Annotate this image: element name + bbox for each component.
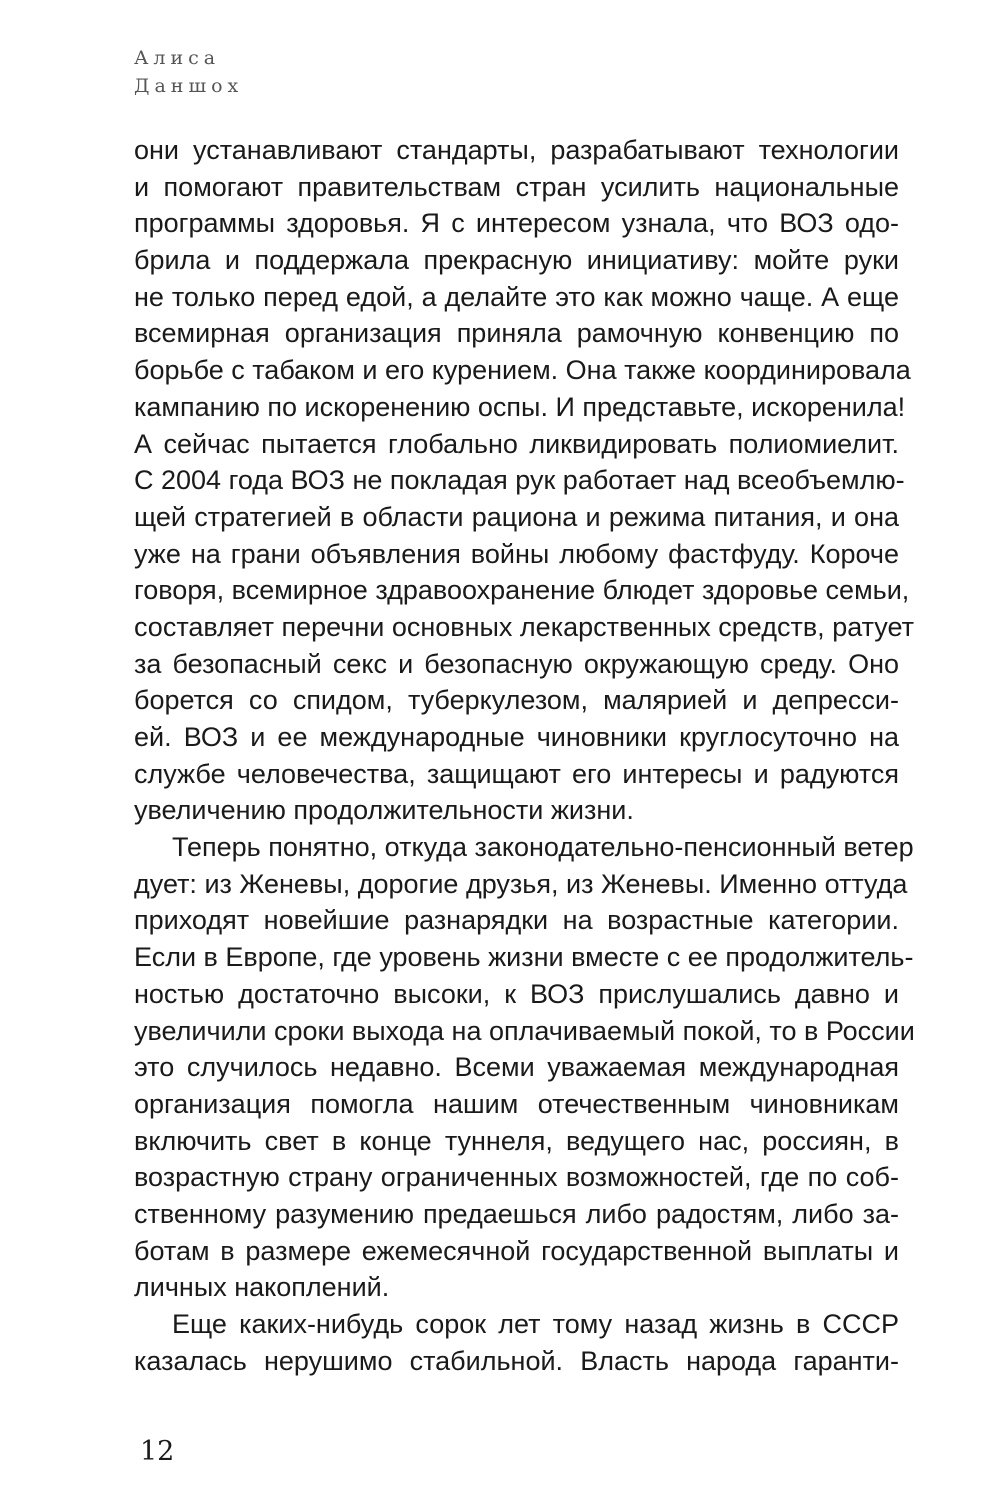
author-first-name: Алиса [134, 47, 221, 69]
text-line: за безопасный секс и безопасную окружающую среду. Оно [134, 648, 899, 679]
text-line: службе человечества, защищают его интересы и радуются [134, 758, 899, 789]
page-number: 12 [140, 1436, 175, 1467]
text-line: Еще каких-нибудь сорок лет тому назад жизнь в СССР [172, 1309, 899, 1339]
paragraph [134, 1306, 899, 1379]
text-line: ностью достаточно высоки, к ВОЗ прислушались давно и [134, 978, 899, 1009]
text-line: составляет перечни основных лекарственных средств, ратует [134, 611, 914, 642]
paragraph [134, 829, 915, 1306]
text-line: и помогают правительствам стран усилить национальные [134, 171, 899, 202]
text-line: Теперь понятно, откуда законодательно-пенсионный ветер [172, 832, 914, 863]
text-line: брила и поддержала прекрасную инициативу: мойте руки [134, 245, 899, 276]
text-line: это случилось недавно. Всеми уважаемая международная [134, 1052, 899, 1083]
text-line: не только перед едой, а делайте это как можно чаще. А еще [134, 281, 899, 312]
text-line: всемирная организация приняла рамочную конвенцию по [134, 318, 899, 349]
text-line: они устанавливают стандарты, разрабатывают технологии [134, 135, 899, 165]
text-line: увеличению продолжительности жизни. [134, 795, 634, 826]
text-line: уже на грани объявления войны любому фастфуду. Короче [134, 538, 899, 569]
text-line: ботам в размере ежемесячной государственной выплаты и [134, 1235, 899, 1266]
body-text [134, 132, 915, 1379]
text-line: ственному разумению предаешься либо радостям, либо за- [134, 1198, 899, 1229]
text-line: Если в Европе, где уровень жизни вместе с ее продолжитель- [134, 942, 914, 973]
text-line: программы здоровья. Я с интересом узнала, что ВОЗ одо- [134, 208, 899, 239]
text-line: возрастную страну ограниченных возможностей, где по соб- [134, 1162, 899, 1193]
text-line: дует: из Женевы, дорогие друзья, из Женевы. Именно оттуда [134, 868, 908, 899]
text-line: борьбе с табаком и его курением. Она также координировала [134, 355, 911, 386]
paragraph [134, 132, 914, 829]
text-line: увеличили сроки выхода на оплачиваемый покой, то в России [134, 1015, 915, 1046]
text-line: организация помогла нашим отечественным чиновникам [134, 1088, 899, 1119]
text-line: казалась нерушимо стабильной. Власть народа гаранти- [134, 1345, 899, 1376]
text-line: говоря, всемирное здравоохранение блюдет здоровье семьи, [134, 575, 910, 606]
text-line: ей. ВОЗ и ее международные чиновники круглосуточно на [134, 722, 899, 752]
text-line: щей стратегией в области рациона и режима питания, и она [134, 501, 899, 532]
text-line: борется со спидом, туберкулезом, малярией и депресси- [134, 685, 899, 716]
author-last-name: Даншох [134, 75, 244, 97]
text-line: С 2004 года ВОЗ не покладая рук работает над всеобъемлю- [134, 465, 905, 496]
text-line: личных накоплений. [134, 1272, 390, 1303]
text-line: кампанию по искоренению оспы. И представьте, искоренила! [134, 391, 906, 422]
text-line: включить свет в конце туннеля, ведущего нас, россиян, в [134, 1125, 899, 1156]
text-line: приходят новейшие разнарядки на возрастные категории. [134, 905, 899, 936]
text-line: А сейчас пытается глобально ликвидировать полиомиелит. [134, 428, 899, 459]
running-header [134, 44, 243, 100]
